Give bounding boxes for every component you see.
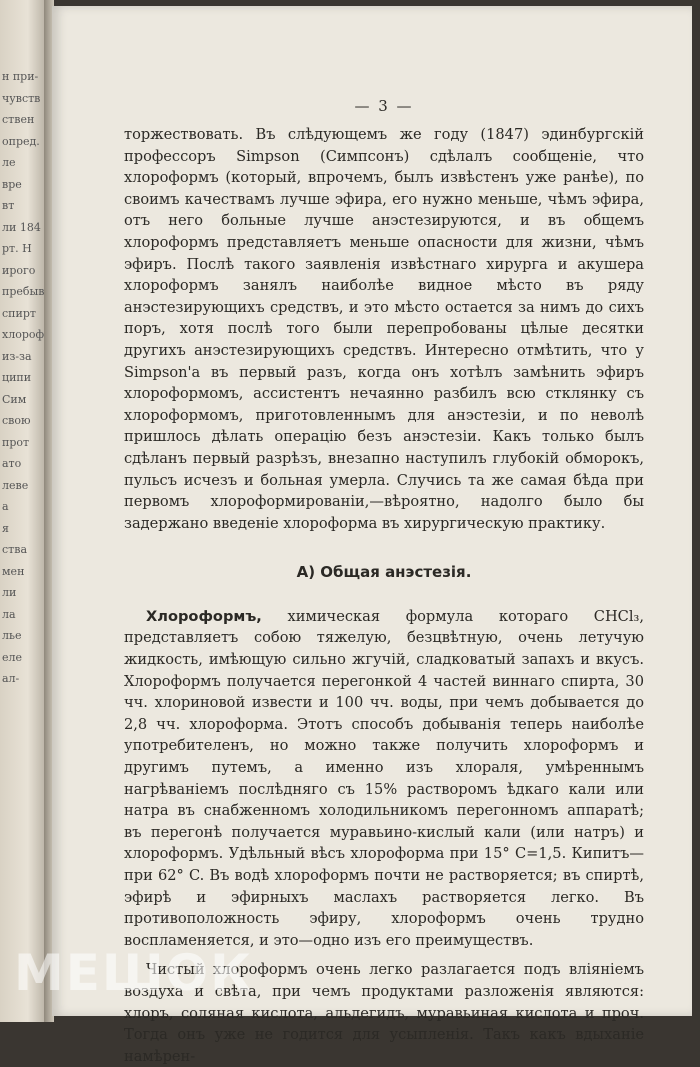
left-page-fragment: леве — [2, 478, 29, 492]
page-number: — 3 — — [354, 97, 414, 115]
left-page-fragment: мен — [2, 564, 25, 578]
left-page-fragment: вре — [2, 177, 22, 191]
left-page-fragment: ирого — [2, 263, 36, 277]
left-page-fragment: ле — [2, 156, 16, 169]
watermark-logo: МЕШОК — [14, 944, 254, 1002]
left-page-fragment: ли 184 — [2, 220, 41, 234]
left-page-fragment: ли — [2, 586, 17, 599]
left-page-fragment: а — [2, 500, 9, 513]
left-page-fragment: опред. — [2, 134, 40, 148]
left-page-fragment: вт — [2, 199, 15, 212]
left-page-fragment: ства — [2, 543, 27, 556]
section-heading: А) Общая анэстезія. — [296, 563, 472, 582]
left-page-fragment: ла — [2, 607, 16, 621]
left-page-fragment: прот — [2, 435, 30, 449]
left-page-fragment: н при- — [2, 70, 39, 83]
left-page-fragment: лье — [2, 629, 22, 642]
previous-page-edge — [0, 0, 46, 1022]
left-page-fragment: хлороф — [2, 328, 45, 341]
left-page-fragment: еле — [2, 650, 23, 664]
left-page-fragment: из-за — [2, 349, 32, 363]
paragraph-chloroform-text: химическая формула котораго CHCl₃, представляетъ собою тяжелую, безцвѣтную, очень летучую жидкость, имѣющую сильно жгучій, сладковатый запахъ и вкусъ. Хлороформъ получается перегонкой 4 частей виннаго спирта, 30 чч. хлориновой извести и 100 чч. воды, при чемъ добывается до 2,8 чч. хлороформа. Этотъ способъ добыванія теперь наиболѣе употребителенъ, но можно также получить хлороформъ и другимъ путемъ, а именно изъ хлораля, умѣреннымъ нагрѣваніемъ послѣдняго съ 15% растворомъ ѣдкаго кали или натра въ снабженномъ холодильникомъ перегонномъ аппаратѣ; въ перегонѣ получается муравьино-кислый кали (или натръ) и хлороформъ. Удѣльный вѣсъ хлороформа при 15° C=1,5. Кипитъ—при 62° C. Въ водѣ хлороформъ почти не растворяется; въ спиртѣ, эфирѣ и эфирныхъ маслахъ растворяется легко. Въ противоположность эфиру, хлороформъ очень трудно воспламеняется, и это—одно изъ его преимуществъ. — [124, 607, 644, 949]
book-page — [52, 6, 692, 1065]
left-page-fragment: чувств — [2, 91, 41, 105]
paragraph-chloroform — [124, 606, 644, 952]
left-page-fragment: ато — [2, 457, 22, 470]
paragraph-intro: торжествовать. Въ слѣдующемъ же году (1847) эдинбургскій профессоръ Simpson (Симпсонъ) сдѣлалъ сообщеніе, что хлороформъ (который, впрочемъ, былъ извѣстенъ уже ранѣе), по своимъ качествамъ лучше эфира, его нужно меньше, чѣмъ эфира, отъ него больные лучше анэстезируются, и въ общемъ хлороформъ представляетъ меньше опасности для жизни, чѣмъ эфиръ. Послѣ такого заявленія извѣстнаго хирурга и акушера хлороформъ занялъ наиболѣе видное мѣсто въ ряду анэстезирующихъ средствъ, и это мѣсто остается за нимъ до сихъ поръ, хотя послѣ того были перепробованы цѣлые десятки другихъ анэстезирующихъ средствъ. Интересно отмѣтить, что у Simpson'а въ первый разъ, когда онъ хотѣлъ замѣнить эфиръ хлороформомъ, ассистентъ нечаянно разбилъ всю стклянку съ хлороформомъ, приготовленнымъ для анэстезіи, и по неволѣ пришлось дѣлать операцію безъ анэстезіи. Какъ только былъ сдѣланъ первый разрѣзъ, внезапно наступилъ глубокій обморокъ, пульсъ исчезъ и больная умерла. Случись та же самая бѣда при первомъ хлороформированіи,—вѣроятно, надолго было бы задержано введеніе хлороформа въ хирургическую практику. — [124, 126, 644, 532]
left-page-fragment: пребыв — [2, 285, 45, 298]
left-page-fragment: я — [2, 521, 9, 535]
left-page-fragment: ал- — [2, 672, 20, 685]
left-page-fragment: спирт — [2, 306, 36, 320]
left-page-fragment: ципи — [2, 371, 32, 384]
left-page-fragment: ствен — [2, 113, 35, 126]
paragraph-lead-term: Хлороформъ, — [146, 607, 262, 625]
page-content — [124, 98, 644, 1067]
paragraph-decomposition: Чистый хлороформъ очень легко разлагается подъ вліяніемъ воздуха и свѣта, при чемъ продуктами разложенія являются: хлоръ, соляная кислота, альдегидъ, муравьиная кислота и проч. Тогда онъ уже не годится для усыпленія. Такъ какъ вдыханіе намѣрен- — [124, 961, 644, 1065]
left-page-fragment: Сим — [2, 392, 27, 406]
left-page-fragment: свою — [2, 414, 31, 427]
left-page-fragment: рт. Н — [2, 242, 32, 255]
